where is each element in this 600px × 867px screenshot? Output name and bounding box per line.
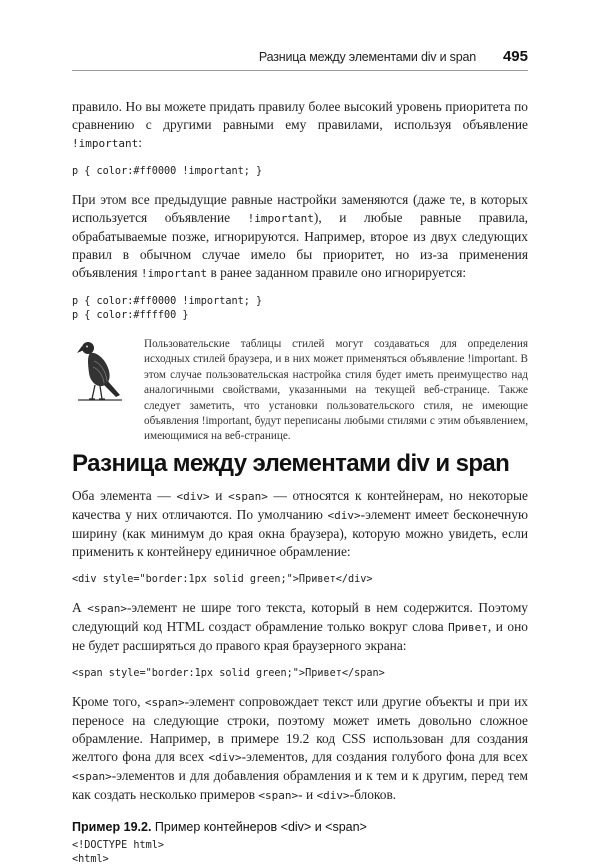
example-caption xyxy=(72,819,528,835)
paragraph-3: Оба элемента — <div> и <span> — относятся к контейнерам, но некоторые качества у них отличаются. По умолчанию <div>-элемент имеет бесконечную ширину (как минимум до края окна браузера), которую можно увидеть, если применить к контейнеру единичное обрамление: xyxy=(72,488,529,559)
paragraph-4: А <span>-элемент не шире того текста, который в нем содержится. Поэтому следующий код HTML создаст обрамление только вокруг слова Привет, и оно не будет расширяться до правого края браузерного экрана: xyxy=(72,600,528,653)
inline-code: !important xyxy=(140,267,208,280)
inline-code: !important xyxy=(72,137,139,150)
paragraph-2: При этом все предыдущие равные настройки заменяются (даже те, в которых используется объявление !important), и любые равные правила, обрабатываемые позже, игнорируются. Например, второе из двух следующих правил в обычном случае имело бы приоритет, но из-за применения объявления !important в ранее заданном правиле оно игнорируется: xyxy=(72,192,528,280)
paragraph-1: правило. Но вы можете придать правилу более высокий уровень приоритета по сравнению с другими равными ему правилами, используя объявление !important: xyxy=(72,99,528,150)
inline-code: <div> xyxy=(316,789,350,802)
inline-code: <span> xyxy=(258,789,299,802)
inline-code: <span> xyxy=(228,490,268,503)
paragraph-5: Кроме того, <span>-элемент сопровождает текст или другие объекты и при их переносе на следующие строки, поэтому может иметь довольно сложное обрамление. Например, в примере 19.2 код CSS использован для создания желтого фона для всех <div>-элементов, для создания голубого фона для всех <span>-элементов и для добавления обрамления и к тем и к другим, перед тем как создать несколько примеров <span>- и <div>-блоков. xyxy=(72,694,529,802)
bird-icon xyxy=(76,337,124,403)
inline-code: !important xyxy=(247,212,314,225)
code-block-1: p { color:#ff0000 !important; } xyxy=(72,166,263,177)
note-box xyxy=(72,337,528,443)
code-block-2: p { color:#ff0000 !important; } p { color:#ffff00 } xyxy=(72,296,263,321)
code-block-4: <span style="border:1px solid green;">Привет</span> xyxy=(72,668,385,679)
inline-code: <span> xyxy=(72,770,112,783)
inline-code: <div> xyxy=(327,509,361,522)
section-title: Разница между элементами div и span xyxy=(72,450,510,477)
code-block-5: <!DOCTYPE html> <html> xyxy=(72,840,165,865)
inline-code: <div> xyxy=(208,751,242,764)
code-block-3: <div style="border:1px solid green;">Привет</div> xyxy=(72,574,373,585)
inline-code: <span> xyxy=(144,696,185,709)
inline-code: <span> xyxy=(87,602,127,615)
page-number: 495 xyxy=(502,48,528,65)
bird-illustration xyxy=(76,337,124,403)
running-title: Разница между элементами div и span xyxy=(258,50,476,64)
running-header xyxy=(72,44,528,71)
inline-code: <div> xyxy=(176,490,210,503)
example-label: Пример 19.2. xyxy=(72,820,152,834)
example-title: Пример контейнеров <div> и <span> xyxy=(151,820,367,834)
note-text: Пользовательские таблицы стилей могут создаваться для определения исходных стилей браузера, и в них может применяться объявление !important. В этом случае пользовательская настройка стиля будет иметь преимущество над аналогичными свойствами, указанными на текущей веб-странице. Также следует заметить, что установки пользовательского стиля, не имеющие объявления !important, будут переписаны любыми стилями с этим объявлением, имеющимися на веб-странице. xyxy=(144,338,528,443)
inline-code: Привет xyxy=(448,621,488,634)
page-content xyxy=(72,98,528,867)
